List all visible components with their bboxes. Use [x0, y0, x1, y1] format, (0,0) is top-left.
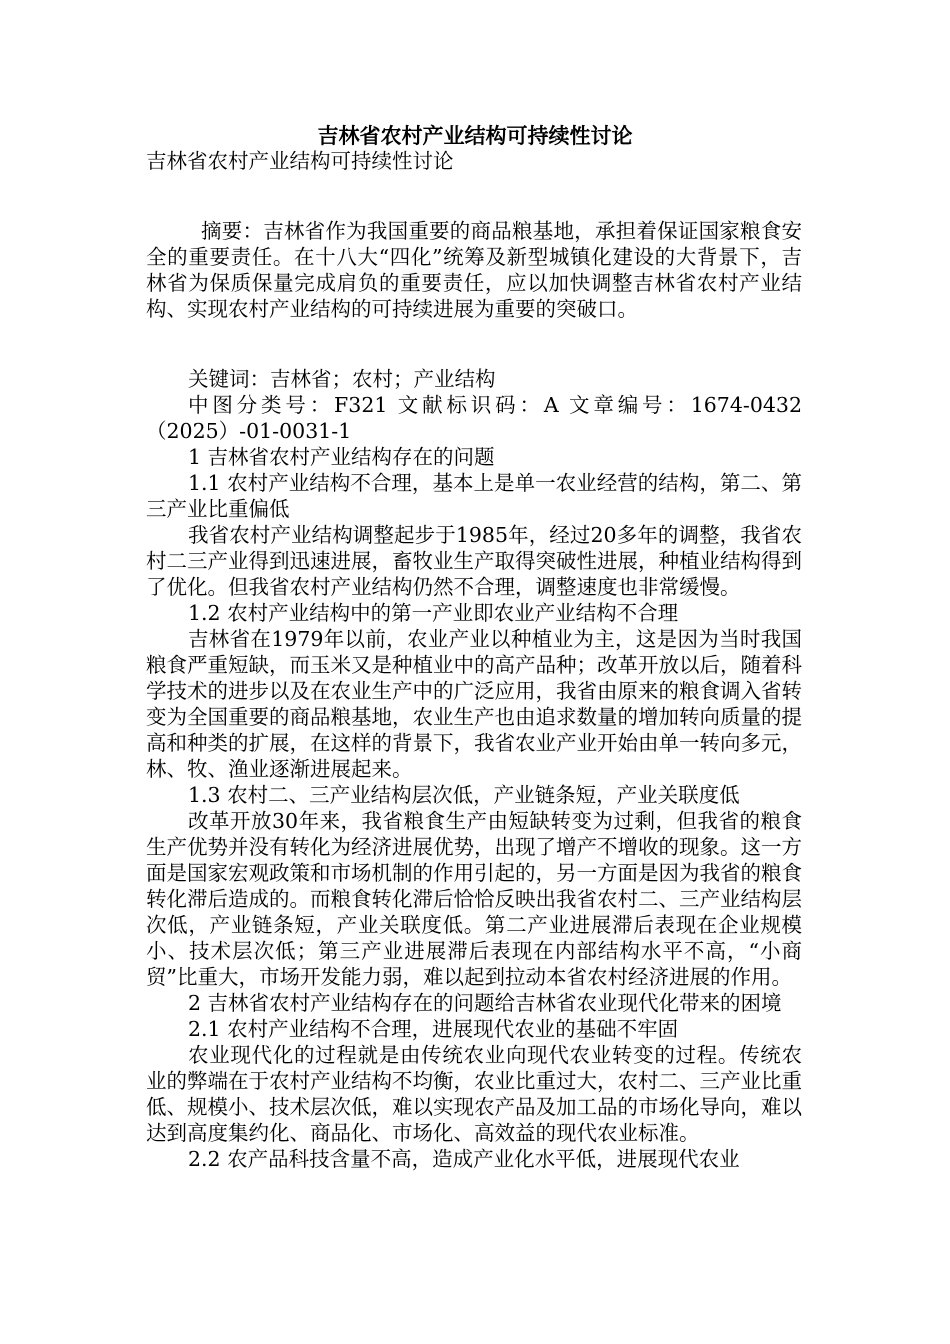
spacer	[146, 322, 802, 348]
body-paragraph: 农业现代化的过程就是由传统农业向现代农业转变的过程。传统农业的弊端在于农村产业结构不均衡，农业比重过大，农村二、三产业比重低、规模小、技术层次低，难以实现农产品及加工品的市场化导向，难以达到高度集约化、商品化、市场化、高效益的现代农业标准。	[146, 1043, 802, 1145]
body-paragraph: 吉林省在1979年以前，农业产业以种植业为主，这是因为当时我国粮食严重短缺，而玉米又是种植业中的高产品种；改革开放以后，随着科学技术的进步以及在农业生产中的广泛应用，我省由原来的粮食调入省转变为全国重要的商品粮基地，农业生产也由追求数量的增加转向质量的提高和种类的扩展，在这样的背景下，我省农业产业开始由单一转向多元，林、牧、渔业逐渐进展起来。	[146, 627, 802, 781]
document-subtitle: 吉林省农村产业结构可持续性讨论	[146, 149, 454, 173]
subsection-heading: 1.1 农村产业结构不合理，基本上是单一农业经营的结构，第二、第三产业比重偏低	[146, 471, 802, 521]
body-paragraph: 改革开放30年来，我省粮食生产由短缺转变为过剩，但我省的粮食生产优势并没有转化为经济进展优势，出现了增产不增收的现象。这一方面是国家宏观政策和市场机制的作用引起的，另一方面是因为我省的粮食转化滞后造成的。而粮食转化滞后恰恰反映出我省农村二、三产业结构层次低，产业链条短，产业关联度低。第二产业进展滞后表现在企业规模小、技术层次低；第三产业进展滞后表现在内部结构水平不高，“小商贸”比重大，市场开发能力弱，难以起到拉动本省农村经济进展的作用。	[146, 809, 802, 989]
abstract-paragraph: 摘要：吉林省作为我国重要的商品粮基地，承担着保证国家粮食安全的重要责任。在十八大“四化”统筹及新型城镇化建设的大背景下，吉林省为保质保量完成肩负的重要责任，应以加快调整吉林省农村产业结构、实现农村产业结构的可持续进展为重要的突破口。	[146, 219, 802, 321]
keywords-line: 关键词：吉林省；农村；产业结构	[188, 367, 496, 391]
document-body	[146, 148, 802, 1172]
body-paragraph: 我省农村产业结构调整起步于1985年，经过20多年的调整，我省农村二三产业得到迅速进展，畜牧业生产取得突破性进展，种植业结构得到了优化。但我省农村产业结构仍然不合理，调整速度也非常缓慢。	[146, 523, 802, 599]
document-title: 吉林省农村产业结构可持续性讨论	[317, 124, 633, 148]
spacer	[146, 348, 802, 366]
classification-line: 中图分类号：F321 文献标识码：A 文章编号：1674-0432（2025）-01-0031-1	[146, 393, 802, 443]
subsection-heading: 2.1 农村产业结构不合理，进展现代农业的基础不牢固	[188, 1017, 679, 1041]
subsection-heading: 1.3 农村二、三产业结构层次低，产业链条短，产业关联度低	[188, 783, 740, 807]
section-heading: 1 吉林省农村产业结构存在的问题	[188, 445, 495, 469]
spacer	[146, 174, 802, 200]
section-heading: 2 吉林省农村产业结构存在的问题给吉林省农业现代化带来的困境	[188, 991, 782, 1015]
subsection-heading: 1.2 农村产业结构中的第一产业即农业产业结构不合理	[188, 601, 679, 625]
spacer	[146, 200, 802, 218]
subsection-heading: 2.2 农产品科技含量不高，造成产业化水平低，进展现代农业	[188, 1147, 740, 1171]
